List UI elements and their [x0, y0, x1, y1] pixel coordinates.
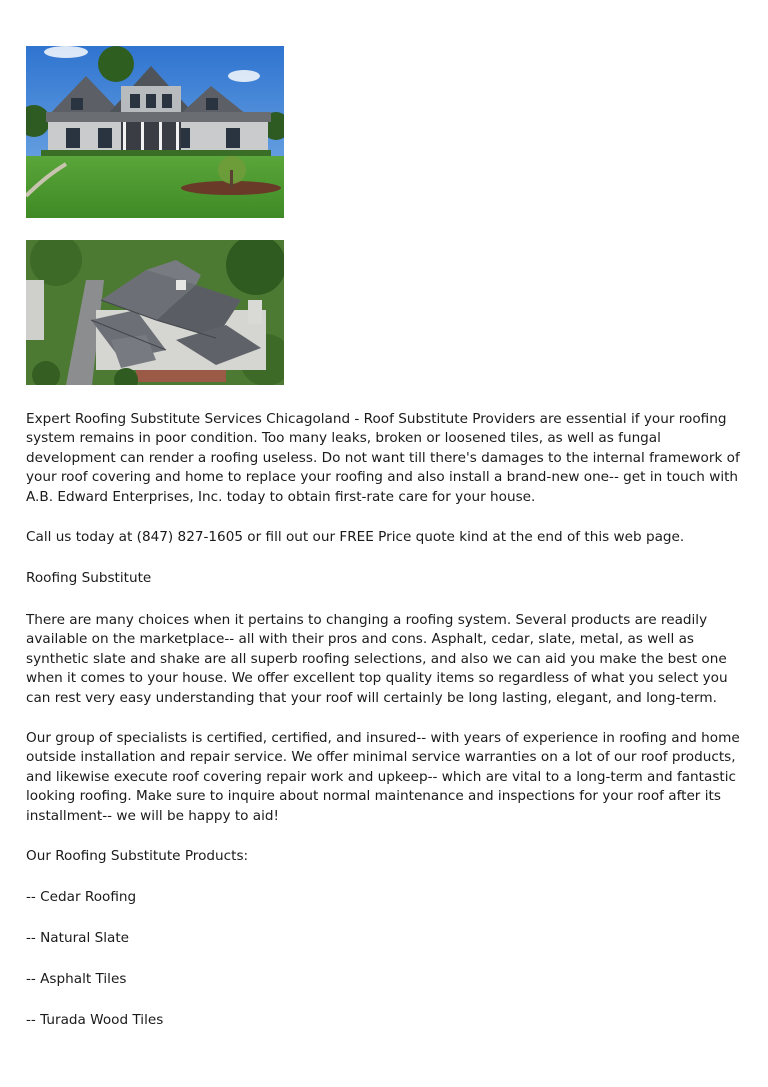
- intro-paragraph: Expert Roofing Substitute Services Chicagoland - Roof Substitute Providers are essential if your roofing system remains in poor condition. Too many leaks, broken or loosened tiles, as well as fungal development can render a roofing useless. Do not want till there's damages to the internal framework of your roof covering and home to replace your roofing and also install a brand-new one-- get in touch with A.B. Edward Enterprises, Inc. today to obtain first-rate care for your house.: [26, 411, 740, 505]
- house-exterior-photo: [26, 46, 284, 218]
- section-heading: Roofing Substitute: [26, 570, 152, 586]
- aerial-roof-photo: [26, 240, 284, 385]
- call-to-action-paragraph: Call us today at (847) 827-1605 or fill out our FREE Price quote kind at the end of this web page.: [26, 529, 685, 545]
- house-exterior-illustration: [26, 46, 284, 218]
- product-item-wood: -- Turada Wood Tiles: [26, 1012, 164, 1028]
- aerial-roof-illustration: [26, 240, 284, 385]
- product-item-asphalt: -- Asphalt Tiles: [26, 971, 127, 987]
- product-item-slate: -- Natural Slate: [26, 930, 130, 946]
- choices-paragraph: There are many choices when it pertains to changing a roofing system. Several products are readily available on the marketplace-- all with their pros and cons. Asphalt, cedar, slate, metal, as well as synthetic slate and shake are all superb roofing selections, and also we can aid you make the best one when it comes to your house. We offer excellent top quality items so regardless of what you select you can rest very easy understanding that your roof will certainly be long lasting, elegant, and long-term.: [26, 612, 728, 706]
- products-heading: Our Roofing Substitute Products:: [26, 848, 249, 864]
- team-paragraph: Our group of specialists is certified, certified, and insured-- with years of experience in roofing and home outside installation and repair service. We offer minimal service warranties on a lot of our roof products, and likewise execute roof covering repair work and upkeep-- which are vital to a long-term and fantastic looking roofing. Make sure to inquire about normal maintenance and inspections for your roof after its installment-- we will be happy to aid!: [26, 730, 740, 824]
- product-item-cedar: -- Cedar Roofing: [26, 889, 137, 905]
